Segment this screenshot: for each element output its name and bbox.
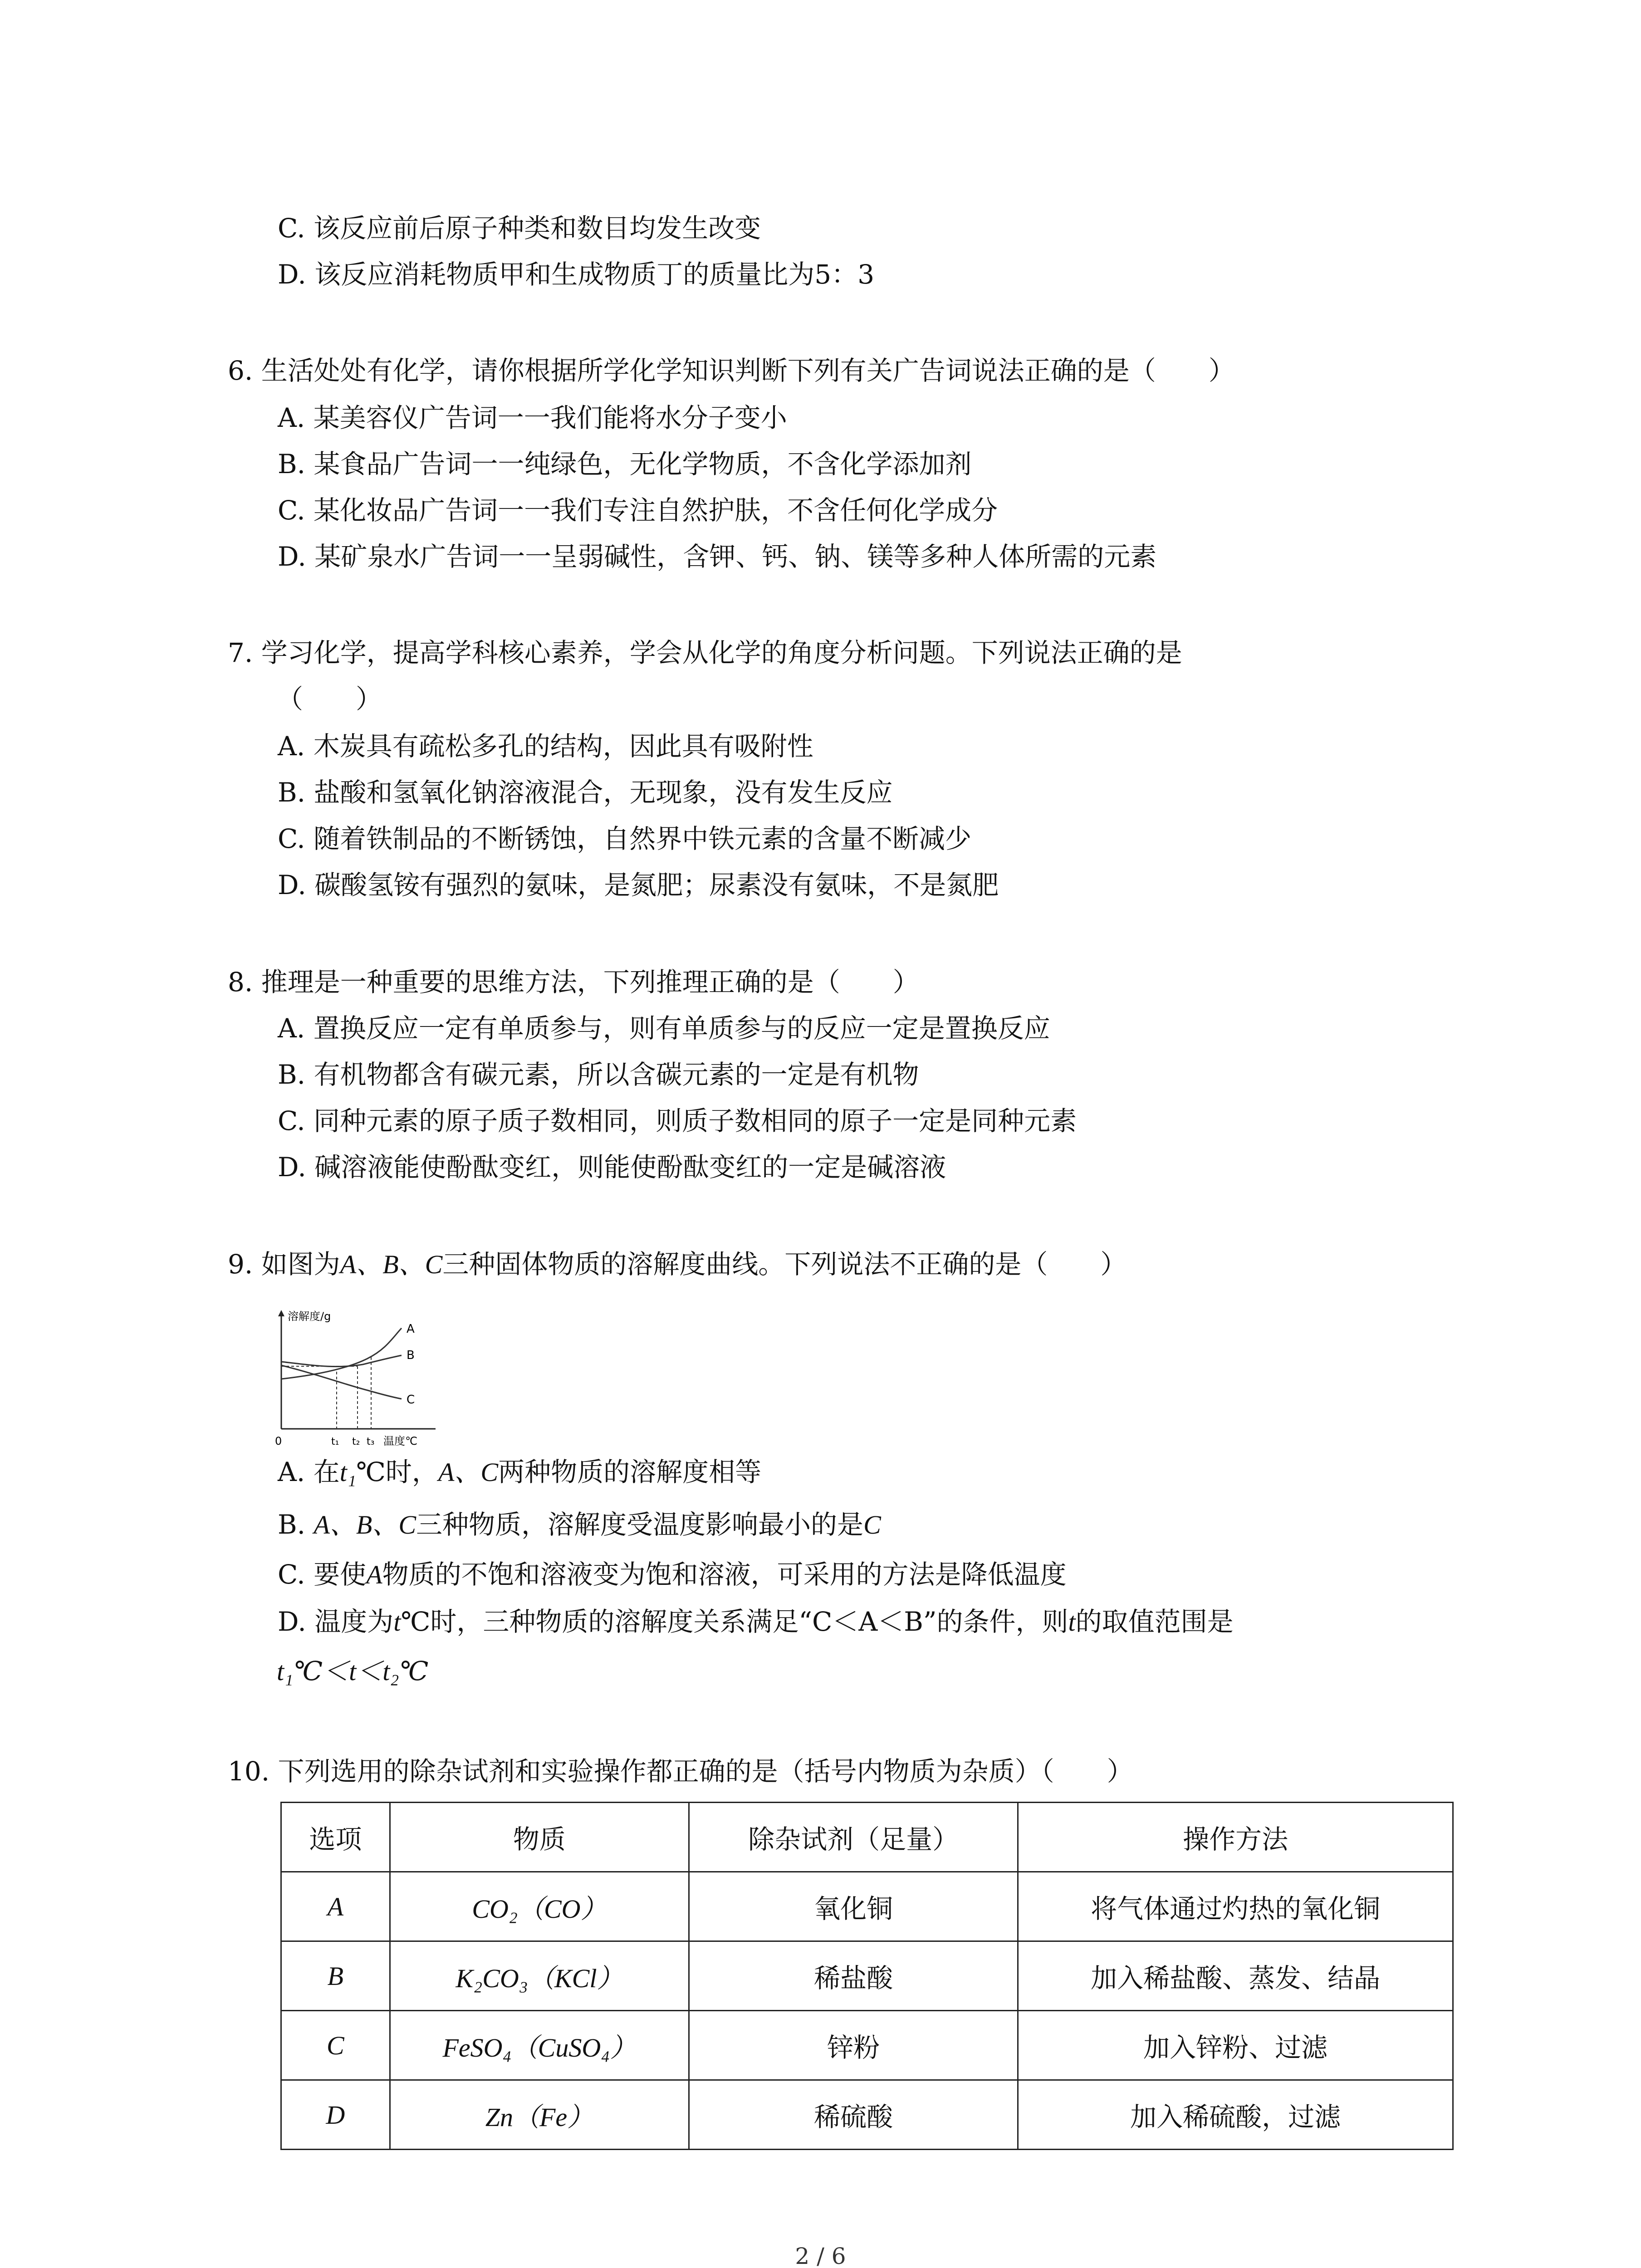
- q9-stem-pre: 9. 如图为: [228, 1249, 340, 1280]
- q9-option-d-cont: t₁℃＜t＜t₂℃: [277, 1657, 429, 1686]
- curve-a: [281, 1328, 402, 1379]
- q9-stem: [228, 1246, 1127, 1283]
- table-row: [281, 2080, 1453, 2150]
- row-d-substance: Zn（Fe）: [390, 2080, 689, 2150]
- q9-b-label: B.: [278, 1509, 314, 1540]
- x-axis-label: 温度℃: [383, 1435, 417, 1447]
- table-row: [281, 1872, 1453, 1941]
- header-reagent: 除杂试剂（足量）: [689, 1803, 1018, 1872]
- q9-a-vars: A、C: [438, 1457, 499, 1487]
- row-b-operation: 加入稀盐酸、蒸发、结晶: [1018, 1941, 1453, 2011]
- q8-option-d: D. 碱溶液能使酚酞变红，则能使酚酞变红的一定是碱溶液: [278, 1152, 946, 1183]
- q10-stem: 10. 下列选用的除杂试剂和实验操作都正确的是（括号内物质为杂质）（ ）: [228, 1756, 1133, 1787]
- y-axis-arrow: [278, 1310, 284, 1316]
- row-a-substance: CO₂（CO）: [390, 1872, 689, 1941]
- header-operation: 操作方法: [1018, 1803, 1453, 1872]
- q6-stem: 6. 生活处处有化学，请你根据所学化学知识判断下列有关广告词说法正确的是（ ）: [228, 355, 1235, 386]
- q6-option-d: D. 某矿泉水广告词一一呈弱碱性，含钾、钙、钠、镁等多种人体所需的元素: [278, 541, 1157, 572]
- header-option: 选项: [281, 1803, 390, 1872]
- row-a-reagent: 氧化铜: [689, 1872, 1018, 1941]
- q9-d-rest: ℃时，三种物质的溶解度关系满足“C＜A＜B”的条件，则: [401, 1606, 1068, 1637]
- curve-label-a: A: [407, 1322, 415, 1336]
- q9-d-label: D. 温度为: [278, 1606, 394, 1637]
- row-c-option: C: [281, 2011, 390, 2080]
- row-c-reagent: 锌粉: [689, 2011, 1018, 2080]
- table-row: [281, 2011, 1453, 2080]
- q9-a-t1: t₁: [339, 1457, 357, 1487]
- q7-stem: 7. 学习化学，提高学科核心素养，学会从化学的角度分析问题。下列说法正确的是: [228, 637, 1182, 668]
- q9-option-d: [278, 1603, 1234, 1640]
- row-d-reagent: 稀硫酸: [689, 2080, 1018, 2150]
- row-a-option: A: [281, 1872, 390, 1941]
- q9-option-b: [278, 1506, 881, 1543]
- q9-d-t2: t: [1068, 1607, 1076, 1637]
- q7-stem-cont: （ ）: [277, 684, 382, 714]
- q7-option-d: D. 碳酸氢铵有强烈的氨味，是氮肥；尿素没有氨味，不是氮肥: [278, 870, 999, 900]
- curve-label-b: B: [407, 1349, 415, 1362]
- q9-option-c: [278, 1556, 1067, 1593]
- tick-t3: t₃: [367, 1436, 375, 1447]
- row-a-operation: 将气体通过灼热的氧化铜: [1018, 1872, 1453, 1941]
- q9-a-label: A. 在: [278, 1457, 340, 1487]
- q9-c-rest: 物质的不饱和溶液变为饱和溶液，可采用的方法是降低温度: [382, 1559, 1067, 1590]
- page-number: 2 / 6: [795, 2243, 846, 2268]
- curve-b: [281, 1355, 402, 1367]
- curve-c: [281, 1365, 402, 1399]
- origin-label: 0: [275, 1435, 282, 1447]
- q9-a-rest1: ℃时，: [356, 1457, 438, 1487]
- table-row: [281, 1941, 1453, 2011]
- q6-option-b: B. 某食品广告词一一纯绿色，无化学物质，不含化学添加剂: [278, 449, 972, 479]
- q9-b-end: C: [863, 1510, 881, 1540]
- row-b-reagent: 稀盐酸: [689, 1941, 1018, 2011]
- q7-option-b: B. 盐酸和氢氧化钠溶液混合，无现象，没有发生反应: [278, 777, 893, 808]
- q6-option-a: A. 某美容仪广告词一一我们能将水分子变小: [278, 402, 787, 433]
- q8-option-b: B. 有机物都含有碳元素，所以含碳元素的一定是有机物: [278, 1059, 919, 1090]
- row-d-option: D: [281, 2080, 390, 2150]
- q9-stem-vars: A、B、C: [340, 1250, 443, 1279]
- row-c-operation: 加入锌粉、过滤: [1018, 2011, 1453, 2080]
- q9-option-a: [278, 1454, 761, 1491]
- q5-option-c: C. 该反应前后原子种类和数目均发生改变: [278, 213, 761, 244]
- q8-option-a: A. 置换反应一定有单质参与，则有单质参与的反应一定是置换反应: [278, 1013, 1050, 1044]
- q7-option-c: C. 随着铁制品的不断锈蚀，自然界中铁元素的含量不断减少: [278, 823, 972, 854]
- table-header-row: [281, 1803, 1453, 1872]
- curve-label-c: C: [407, 1393, 415, 1407]
- row-b-option: B: [281, 1941, 390, 2011]
- q9-c-var: A: [366, 1560, 382, 1589]
- reagent-table: [280, 1802, 1454, 2150]
- row-b-substance: K₂CO₃（KCl）: [390, 1941, 689, 2011]
- q5-option-d: D. 该反应消耗物质甲和生成物质丁的质量比为5：3: [278, 259, 875, 290]
- row-d-operation: 加入稀硫酸，过滤: [1018, 2080, 1453, 2150]
- header-substance: 物质: [390, 1803, 689, 1872]
- q9-b-vars: A、B、C: [314, 1510, 416, 1540]
- q9-stem-post: 三种固体物质的溶解度曲线。下列说法不正确的是（ ）: [442, 1249, 1127, 1280]
- q9-c-label: C. 要使: [278, 1559, 367, 1590]
- q8-option-c: C. 同种元素的原子质子数相同，则质子数相同的原子一定是同种元素: [278, 1105, 1077, 1136]
- q9-a-rest2: 两种物质的溶解度相等: [498, 1457, 762, 1487]
- q7-option-a: A. 木炭具有疏松多孔的结构，因此具有吸附性: [278, 731, 813, 762]
- solubility-curve-figure: [272, 1306, 445, 1452]
- row-c-substance: FeSO₄（CuSO₄）: [390, 2011, 689, 2080]
- tick-t1: t₁: [331, 1436, 339, 1447]
- y-axis-label: 溶解度/g: [288, 1310, 331, 1323]
- q6-option-c: C. 某化妆品广告词一一我们专注自然护肤，不含任何化学成分: [278, 495, 998, 526]
- q9-d-t: t: [393, 1607, 401, 1637]
- q9-b-rest: 三种物质，溶解度受温度影响最小的是: [416, 1509, 864, 1540]
- tick-t2: t₂: [352, 1436, 360, 1447]
- q9-d-rest2: 的取值范围是: [1075, 1606, 1234, 1637]
- q8-stem: 8. 推理是一种重要的思维方法，下列推理正确的是（ ）: [228, 967, 919, 997]
